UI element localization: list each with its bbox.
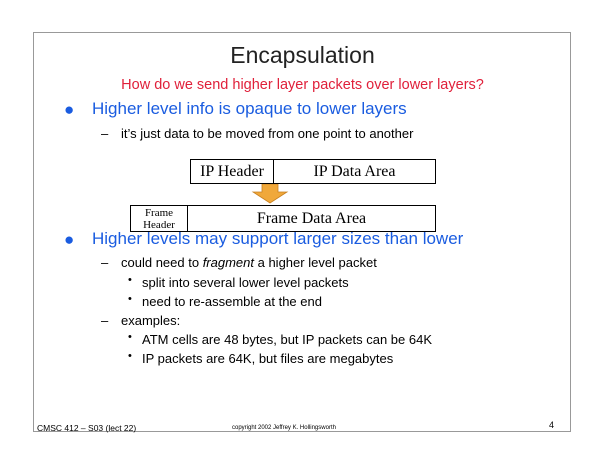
dash-item <box>101 126 414 141</box>
sub-text: IP packets are 64K, but files are megabytes <box>142 351 394 366</box>
ip-data-box <box>273 159 436 184</box>
dash-text-emphasis: fragment <box>202 255 254 270</box>
sub-bullet-icon: • <box>128 350 132 362</box>
ip-header-label: IP Header <box>200 163 264 180</box>
frame-header-label: Frame Header <box>143 207 175 231</box>
sub-item <box>128 350 394 366</box>
footer-copyright: copyright 2002 Jeffrey K. Hollingsworth <box>232 425 336 431</box>
down-arrow-icon <box>250 184 290 204</box>
slide-title: Encapsulation <box>230 42 375 68</box>
sub-text: ATM cells are 48 bytes, but IP packets can be 64K <box>142 332 433 347</box>
sub-bullet-icon: • <box>128 293 132 305</box>
slide-subtitle: How do we send higher layer packets over lower layers? <box>121 77 484 93</box>
bullet-dot-icon: ● <box>64 230 75 249</box>
sub-bullet-icon: • <box>128 274 132 286</box>
frame-data-box <box>187 205 436 232</box>
sub-item <box>128 331 433 347</box>
sub-item <box>128 293 322 309</box>
dash-item <box>101 313 181 328</box>
sub-item <box>128 274 349 290</box>
ip-header-box <box>190 159 274 184</box>
sub-text: split into several lower level packets <box>142 275 349 290</box>
ip-data-label: IP Data Area <box>313 163 396 180</box>
footer-course: CMSC 412 – S03 (lect 22) <box>37 423 137 433</box>
dash-text: examples: <box>121 313 181 328</box>
sub-bullet-icon: • <box>128 331 132 343</box>
frame-header-box <box>130 205 188 232</box>
bullet-dot-icon: ● <box>64 100 75 119</box>
bullet-text: Higher levels may support larger sizes than lower <box>92 229 464 248</box>
bullet-text: Higher level info is opaque to lower layers <box>92 99 407 118</box>
dash-text-suffix: a higher level packet <box>254 255 377 270</box>
dash-text-prefix: could need to <box>121 255 203 270</box>
dash-text: it’s just data to be moved from one point to another <box>121 126 414 141</box>
dash-icon: – <box>101 313 109 328</box>
dash-icon: – <box>101 126 109 141</box>
bullet-opaque <box>64 99 407 119</box>
dash-icon: – <box>101 255 109 270</box>
sub-text: need to re-assemble at the end <box>142 294 322 309</box>
bullet-larger-sizes <box>64 229 464 249</box>
footer-page-number: 4 <box>549 420 555 430</box>
dash-item <box>101 255 377 270</box>
frame-data-label: Frame Data Area <box>256 210 367 227</box>
